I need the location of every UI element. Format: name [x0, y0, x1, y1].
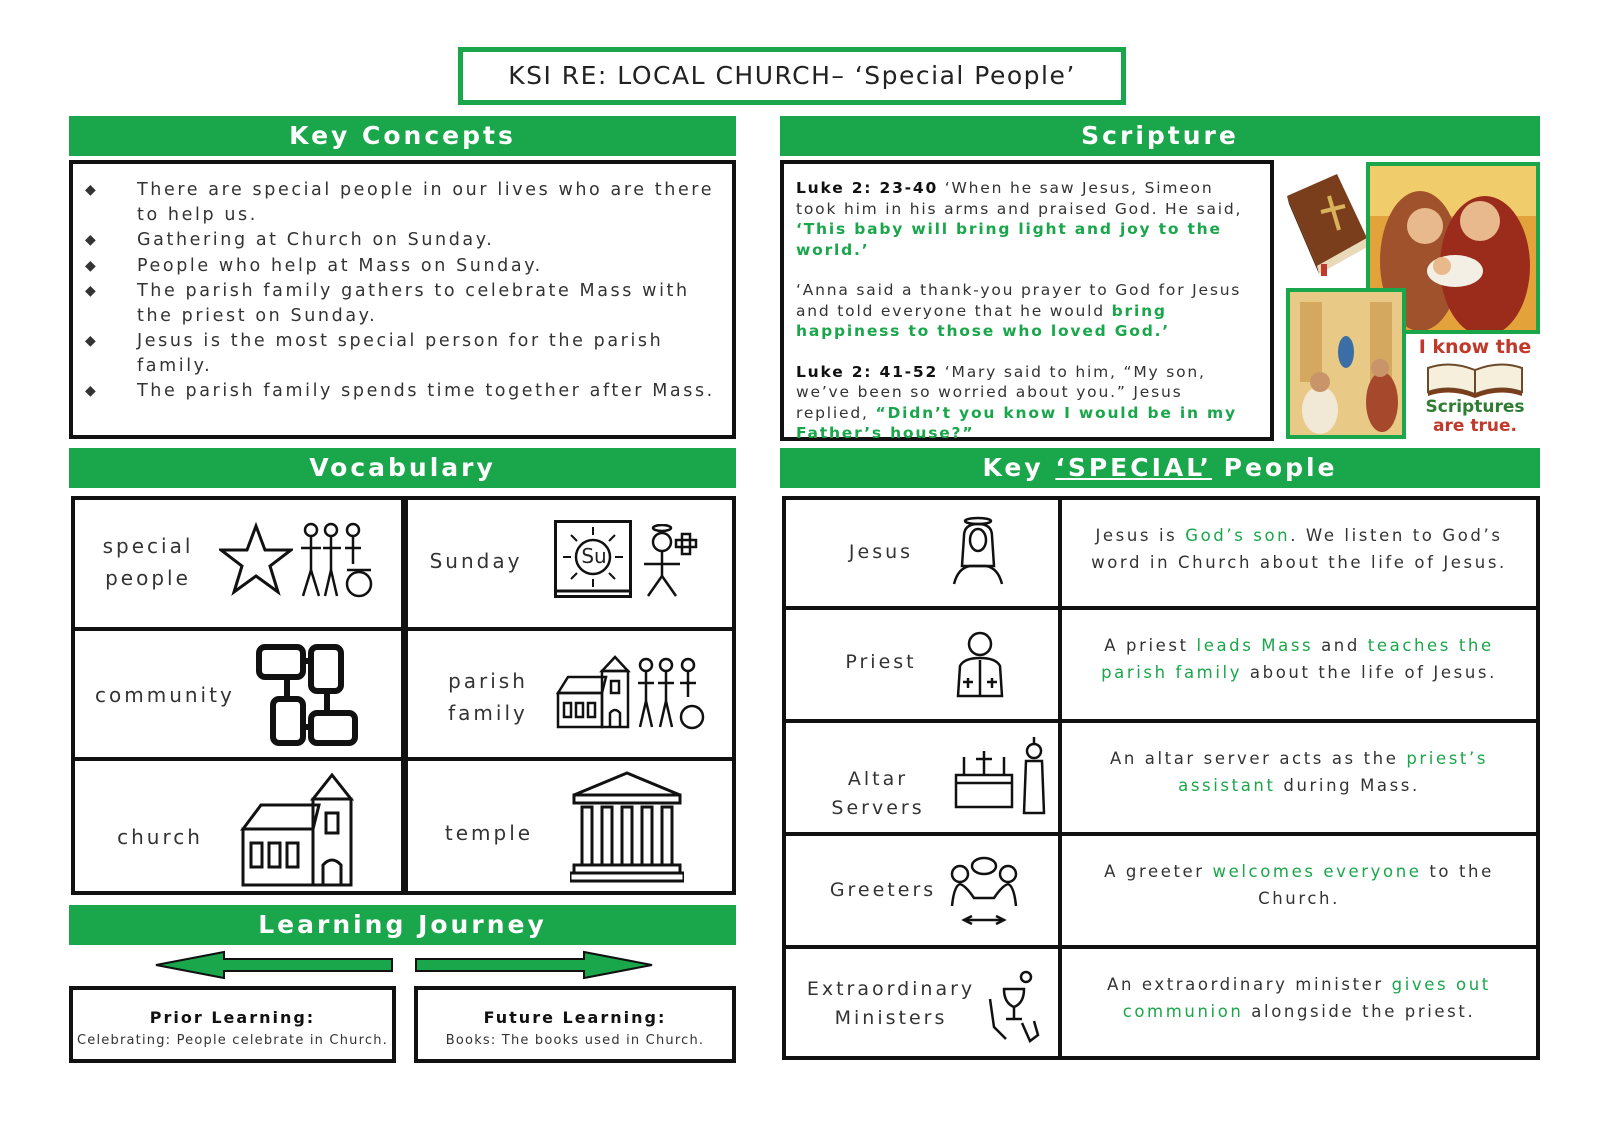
prior-learning-text: Celebrating: People celebrate in Church.: [77, 1033, 388, 1048]
arrow-left-icon: [154, 950, 394, 980]
sunday-icon-text: Su: [581, 544, 607, 568]
person-jesus: [782, 496, 1062, 610]
scripture-box: [780, 160, 1274, 441]
jesus-description: [1058, 496, 1540, 610]
scripture-passage-3: Luke 2: 41-52 ‘Mary said to him, “My son, we’ve been so worried about you.” Jesus replied, “Didn’t you know I would be in my Father’s house?”: [796, 362, 1237, 442]
priest-icon: [952, 630, 1008, 698]
person-name: Extraordinary Ministers: [806, 978, 976, 1029]
bullet-icon: ◆: [85, 182, 99, 198]
future-learning-box: [414, 986, 736, 1063]
description-text: An altar server acts as the priest’s assistant during Mass.: [1109, 749, 1489, 795]
badge-line-2: Scriptures: [1425, 397, 1525, 417]
description-text: An extraordinary minister gives out communion alongside the priest.: [1107, 975, 1491, 1021]
person-name: Greeters: [829, 879, 937, 901]
description-text: Jesus is God’s son. We listen to God’s word in Church about the life of Jesus.: [1091, 526, 1507, 572]
jesus-icon: [950, 516, 1006, 586]
vocabulary-heading: Vocabulary: [69, 448, 736, 488]
family-group-icon: [636, 657, 708, 731]
person-greeters: [782, 832, 1062, 949]
vocab-church: [71, 757, 405, 895]
concept-item: ◆ The parish family spends time together after Mass.: [85, 379, 718, 404]
scripture-heading: Scripture: [780, 116, 1540, 156]
open-book-icon: [1420, 358, 1530, 398]
person-extraordinary-ministers: [782, 945, 1062, 1060]
person-name: Jesus: [848, 541, 914, 563]
altar-servers-description: [1058, 719, 1540, 836]
vocab-label: parish family: [448, 669, 528, 725]
vocab-sunday: [404, 496, 736, 631]
person-name: Altar Servers: [831, 768, 925, 819]
vocab-label: church: [117, 825, 203, 849]
description-text: A greeter welcomes everyone to the Church.: [1104, 862, 1494, 908]
prior-learning-title: Prior Learning:: [149, 1008, 316, 1027]
altar-icon: [954, 735, 1054, 815]
bible-icon: [1277, 168, 1373, 278]
temple-jesus-image: [1286, 288, 1406, 439]
vocab-label: temple: [444, 821, 534, 845]
scriptures-true-badge: [1410, 336, 1540, 444]
description-text: A priest leads Mass and teaches the parish family about the life of Jesus.: [1101, 636, 1497, 682]
concept-item: ◆ People who help at Mass on Sunday.: [85, 254, 718, 279]
bullet-icon: ◆: [85, 333, 99, 349]
future-learning-title: Future Learning:: [483, 1008, 667, 1027]
badge-line-1: I know the: [1418, 336, 1532, 358]
future-learning-text: Books: The books used in Church.: [445, 1033, 705, 1048]
church-icon: [239, 773, 355, 889]
badge-line-3: are true.: [1433, 416, 1517, 436]
prior-learning-box: [69, 986, 396, 1063]
vocab-parish-family: [404, 627, 736, 761]
person-altar-servers: [782, 719, 1062, 836]
vocab-label: community: [95, 683, 235, 707]
concept-item: ◆ There are special people in our lives who are there to help us.: [85, 180, 715, 225]
key-people-heading: Key ‘SPECIAL’ People: [780, 448, 1540, 488]
priest-description: [1058, 606, 1540, 723]
page-title: KSI RE: LOCAL CHURCH– ‘Special People’: [458, 47, 1126, 105]
learning-journey-heading: Learning Journey: [69, 905, 736, 945]
hands-circle-icon: [253, 641, 361, 749]
greeters-icon: [950, 856, 1020, 926]
small-church-icon: [556, 655, 632, 731]
vocab-community: [71, 627, 405, 761]
scripture-passage-2: ‘Anna said a thank-you prayer to God for Jesus and told everyone that he would bring happiness to those who loved God.’: [796, 281, 1242, 340]
person-priest: [782, 606, 1062, 723]
person-cross-icon: [640, 524, 704, 598]
bullet-icon: ◆: [85, 383, 99, 399]
chalice-icon: [986, 969, 1042, 1043]
vocab-temple: [404, 757, 736, 895]
bullet-icon: ◆: [85, 283, 99, 299]
scripture-passage-1: Luke 2: 23-40 ‘When he saw Jesus, Simeon took him in his arms and praised God. He said, ‘This baby will bring light and joy to the world.’: [796, 179, 1243, 259]
concept-item: ◆ Gathering at Church on Sunday.: [85, 228, 718, 253]
person-name: Priest: [845, 651, 917, 673]
arrow-right-icon: [414, 950, 654, 980]
vocab-label: special people: [102, 534, 194, 590]
star-icon: [219, 522, 293, 596]
key-concepts-heading: Key Concepts: [69, 116, 736, 156]
concept-item: ◆ Jesus is the most special person for the parish family.: [85, 331, 664, 376]
sun-calendar-icon: [554, 520, 632, 598]
vocab-special-people: [71, 496, 405, 631]
greeters-description: [1058, 832, 1540, 949]
bullet-icon: ◆: [85, 257, 99, 274]
temple-icon: [570, 771, 684, 883]
people-group-icon: [297, 520, 377, 600]
vocab-label: Sunday: [429, 549, 523, 573]
key-concepts-box: [69, 160, 736, 439]
concept-item: ◆ The parish family gathers to celebrate Mass with the priest on Sunday.: [85, 281, 690, 326]
bullet-icon: ◆: [85, 232, 99, 248]
ministers-description: [1058, 945, 1540, 1060]
